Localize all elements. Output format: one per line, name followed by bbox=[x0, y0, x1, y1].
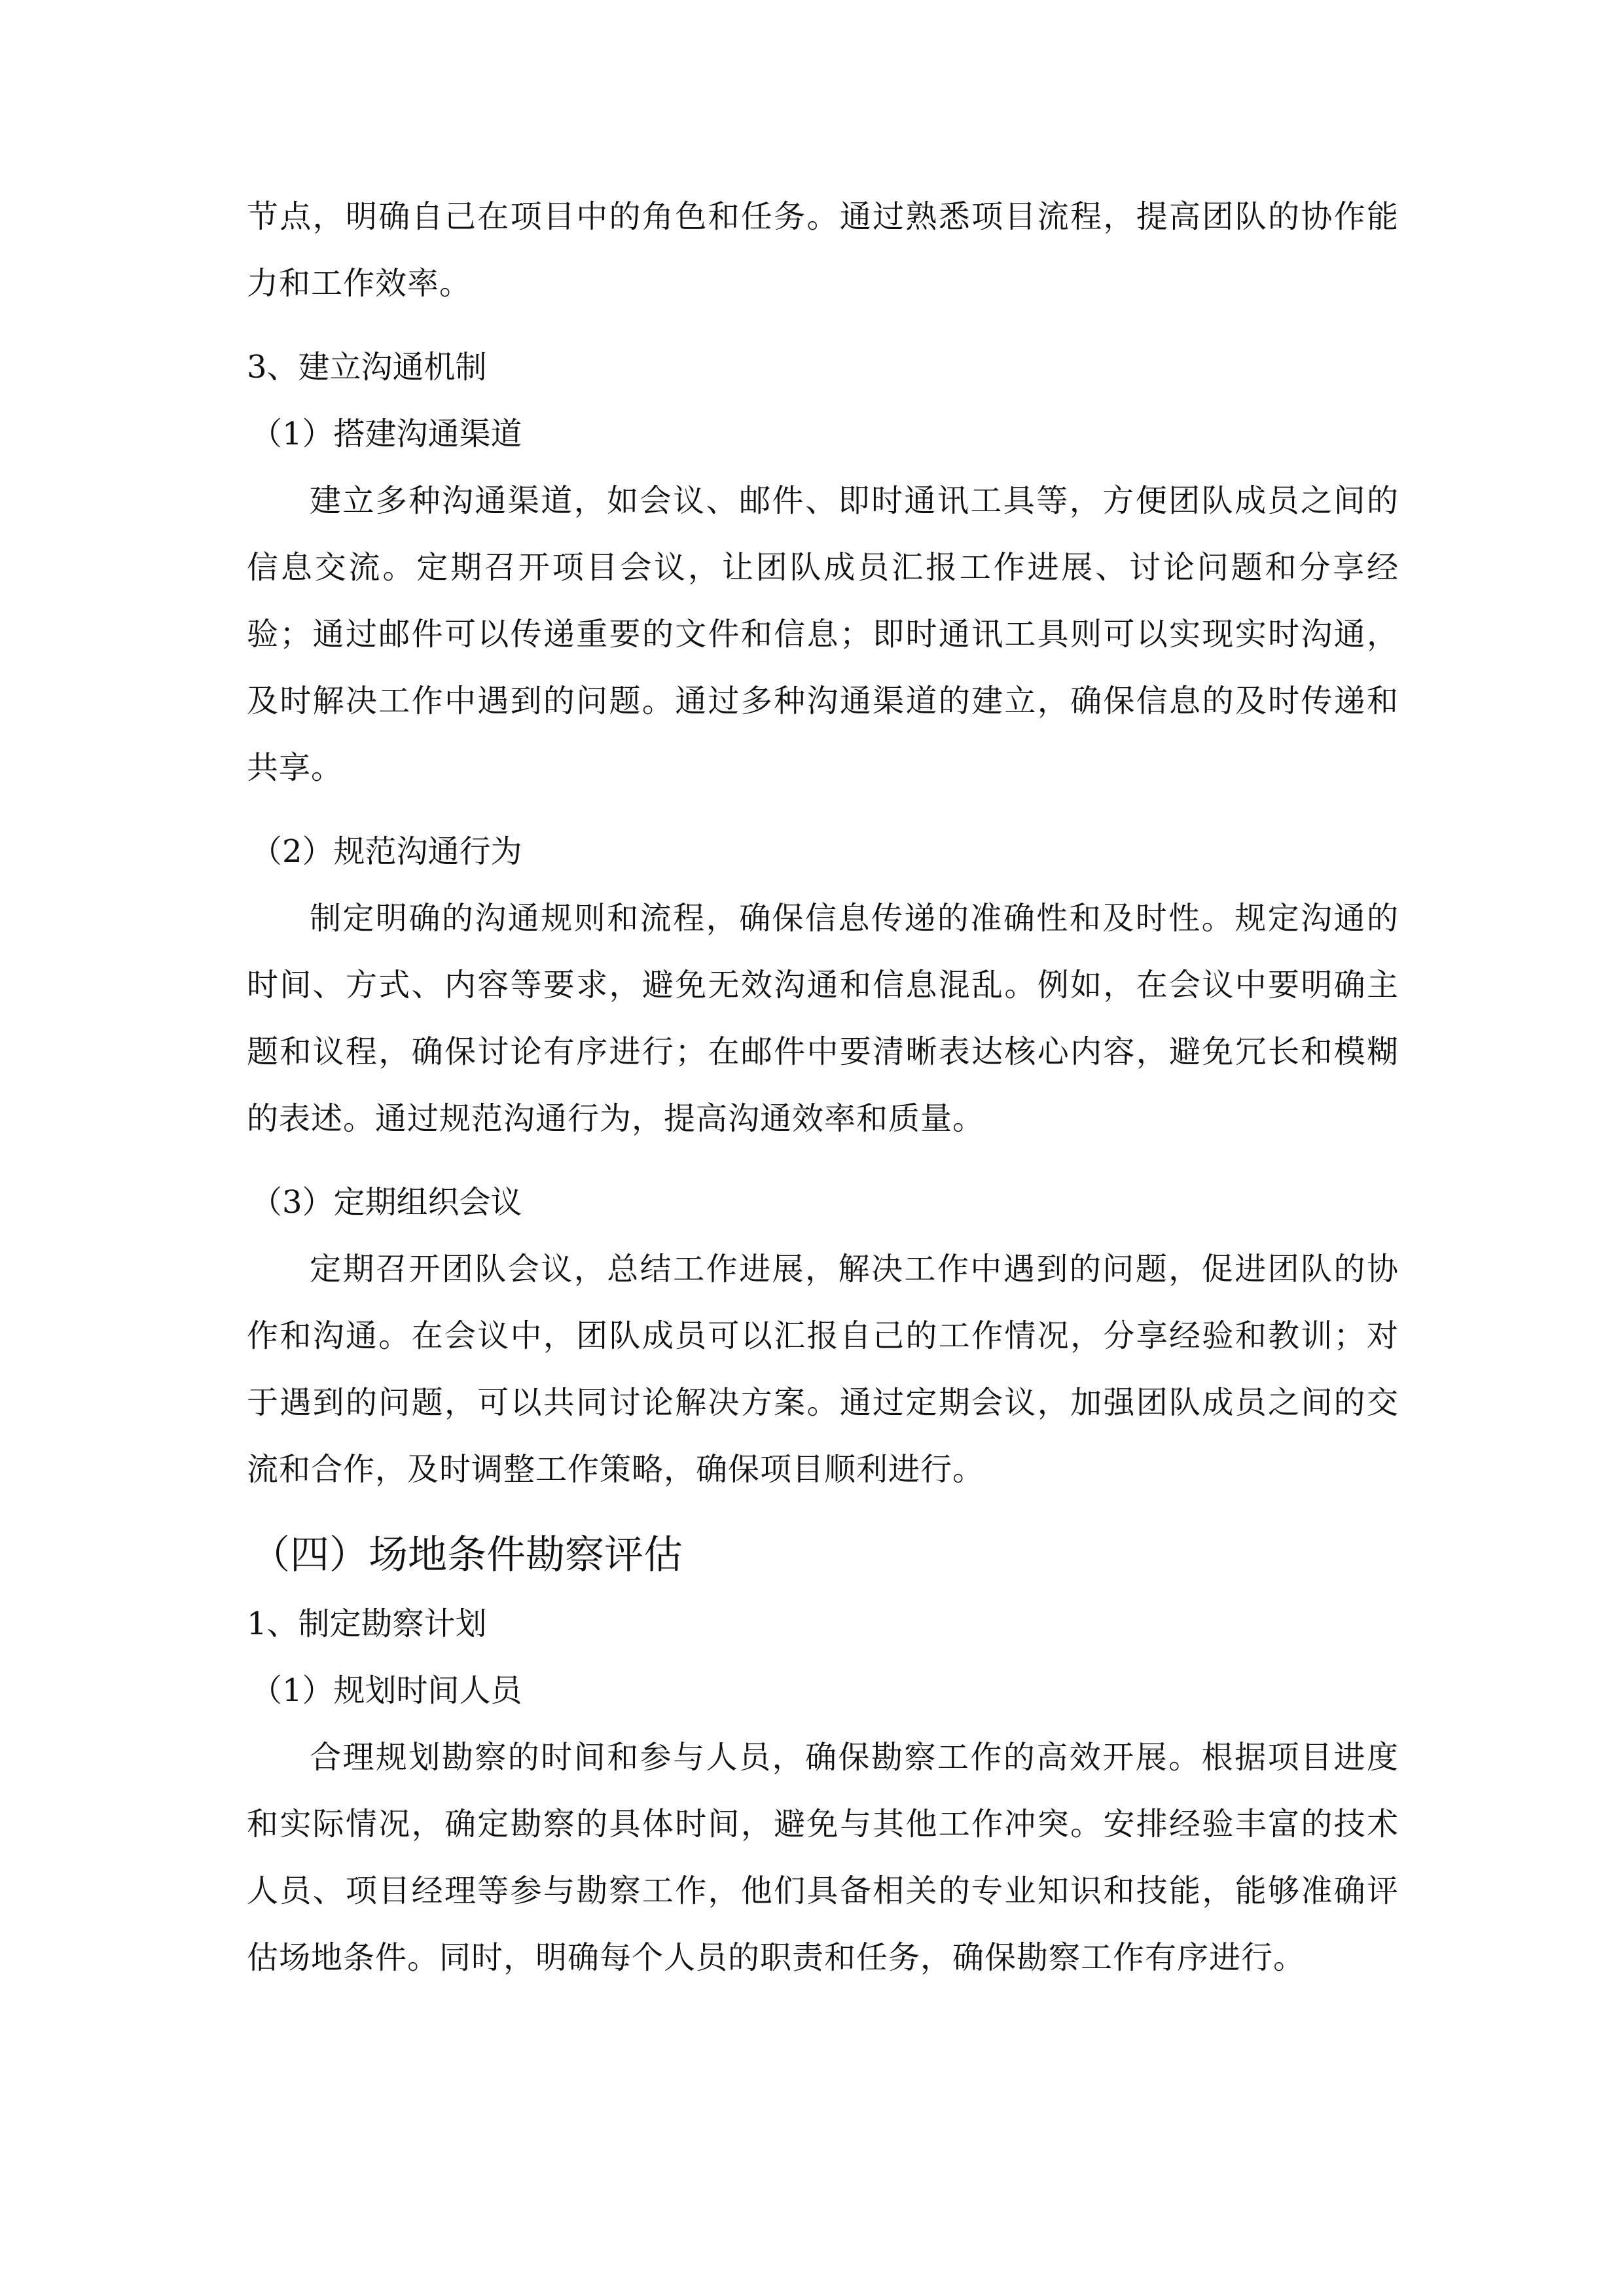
paragraph-channels: 建立多种沟通渠道，如会议、邮件、即时通讯工具等，方便团队成员之间的信息交流。定期召开项目会议，让团队成员汇报工作进展、讨论问题和分享经验；通过邮件可以传递重要的文件和信息；即时通讯工具则可以实现实时沟通，及时解决工作中遇到的问题。通过多种沟通渠道的建立，确保信息的及时传递和共享。 bbox=[247, 482, 1399, 786]
paragraph-time-personnel: 合理规划勘察的时间和参与人员，确保勘察工作的高效开展。根据项目进度和实际情况，确定勘察的具体时间，避免与其他工作冲突。安排经验丰富的技术人员、项目经理等参与勘察工作，他们具备相关的专业知识和技能，能够准确评估场地条件。同时，明确每个人员的职责和任务，确保勘察工作有序进行。 bbox=[247, 1739, 1399, 1976]
section-heading-communication: 3、建立沟通机制 bbox=[247, 349, 487, 386]
subheading-meetings: （3）定期组织会议 bbox=[251, 1184, 522, 1221]
paragraph-meetings: 定期召开团队会议，总结工作进展，解决工作中遇到的问题，促进团队的协作和沟通。在会议中，团队成员可以汇报自己的工作情况，分享经验和教训；对于遇到的问题，可以共同讨论解决方案。通过定期会议，加强团队成员之间的交流和合作，及时调整工作策略，确保项目顺利进行。 bbox=[247, 1251, 1399, 1488]
chapter-heading-site-survey: （四）场地条件勘察评估 bbox=[251, 1532, 683, 1578]
subheading-channels: （1）搭建沟通渠道 bbox=[251, 416, 522, 452]
subheading-behavior: （2）规范沟通行为 bbox=[251, 833, 522, 870]
subheading-time-personnel: （1）规划时间人员 bbox=[251, 1672, 522, 1709]
document-page bbox=[247, 183, 1399, 1991]
section-heading-survey-plan: 1、制定勘察计划 bbox=[247, 1605, 487, 1642]
paragraph-behavior: 制定明确的沟通规则和流程，确保信息传递的准确性和及时性。规定沟通的时间、方式、内容等要求，避免无效沟通和信息混乱。例如，在会议中要明确主题和议程，确保讨论有序进行；在邮件中要清晰表达核心内容，避免冗长和模糊的表述。通过规范沟通行为，提高沟通效率和质量。 bbox=[247, 900, 1399, 1137]
paragraph-continued: 节点，明确自己在项目中的角色和任务。通过熟悉项目流程，提高团队的协作能力和工作效率。 bbox=[247, 198, 1399, 302]
